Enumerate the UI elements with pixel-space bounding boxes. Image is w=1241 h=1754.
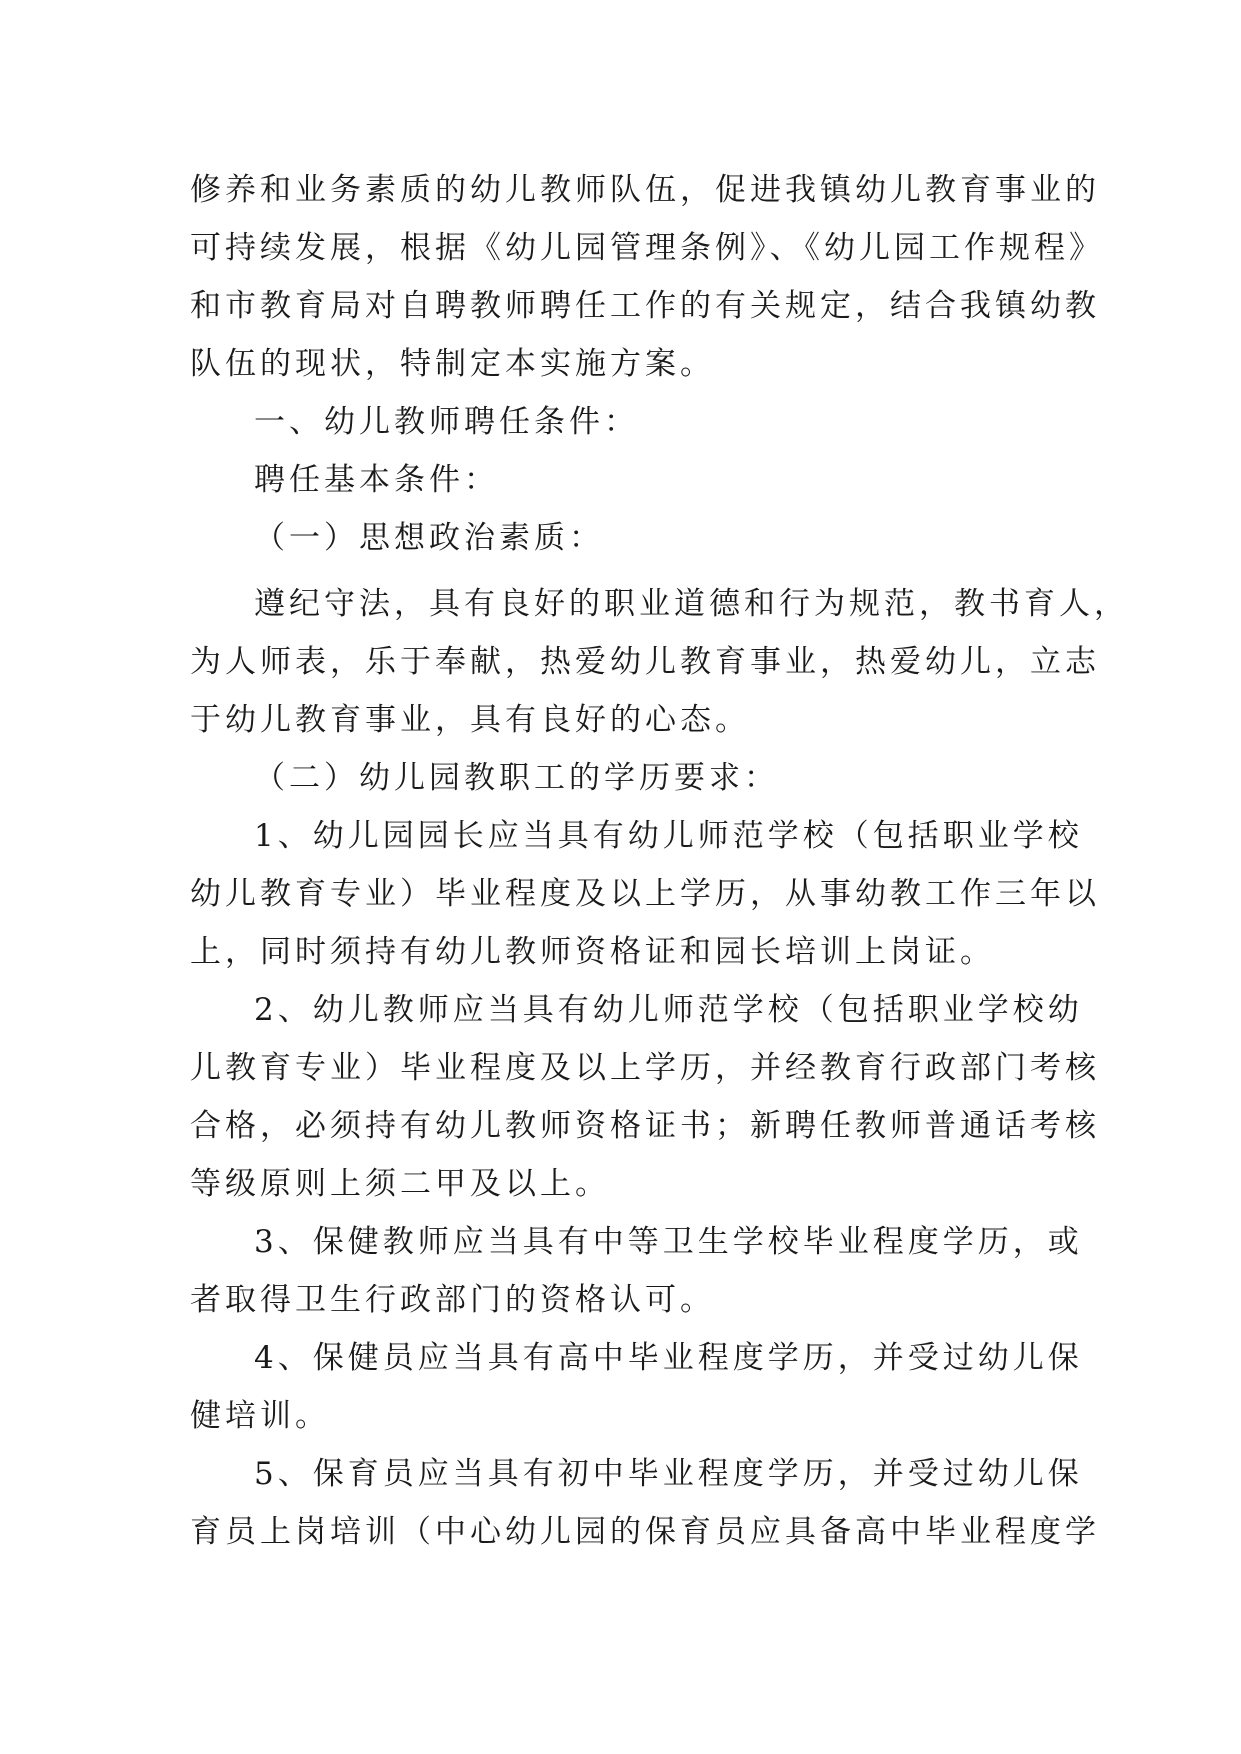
list-item-line: 者取得卫生行政部门的资格认可。 <box>190 1282 715 1318</box>
list-item-line: 3、保健教师应当具有中等卫生学校毕业程度学历，或 <box>254 1224 1083 1260</box>
list-item-line: 育员上岗培训（中心幼儿园的保育员应具备高中毕业程度学 <box>190 1514 1100 1550</box>
document-body <box>190 161 1129 1561</box>
list-item-line: 1、幼儿园园长应当具有幼儿师范学校（包括职业学校 <box>254 818 1083 854</box>
list-item-line: 合格，必须持有幼儿教师资格证书；新聘任教师普通话考核 <box>190 1108 1100 1144</box>
paragraph-line: 为人师表，乐于奉献，热爱幼儿教育事业，热爱幼儿，立志 <box>190 644 1100 680</box>
list-item-line: 上，同时须持有幼儿教师资格证和园长培训上岗证。 <box>190 934 995 970</box>
subsection-heading: （一）思想政治素质： <box>254 520 604 556</box>
list-item-line: 幼儿教育专业）毕业程度及以上学历，从事幼教工作三年以 <box>190 876 1100 912</box>
paragraph-line: 遵纪守法，具有良好的职业道德和行为规范，教书育人， <box>254 586 1129 622</box>
paragraph-line: 和市教育局对自聘教师聘任工作的有关规定，结合我镇幼教 <box>190 288 1100 324</box>
paragraph-line: 队伍的现状，特制定本实施方案。 <box>190 346 715 382</box>
paragraph-line: 可持续发展，根据《幼儿园管理条例》、《幼儿园工作规程》 <box>190 230 1104 266</box>
subsection-heading: 聘任基本条件： <box>254 462 499 498</box>
subsection-heading: （二）幼儿园教职工的学历要求： <box>254 760 779 796</box>
list-item-line: 5、保育员应当具有初中毕业程度学历，并受过幼儿保 <box>254 1456 1083 1492</box>
list-item-line: 等级原则上须二甲及以上。 <box>190 1166 610 1202</box>
paragraph-line: 修养和业务素质的幼儿教师队伍，促进我镇幼儿教育事业的 <box>190 172 1100 208</box>
list-item-line: 儿教育专业）毕业程度及以上学历，并经教育行政部门考核 <box>190 1050 1100 1086</box>
list-item-line: 4、保健员应当具有高中毕业程度学历，并受过幼儿保 <box>254 1340 1083 1376</box>
list-item-line: 2、幼儿教师应当具有幼儿师范学校（包括职业学校幼 <box>254 992 1083 1028</box>
list-item-line: 健培训。 <box>190 1398 330 1434</box>
section-heading: 一、幼儿教师聘任条件： <box>254 404 639 440</box>
paragraph-line: 于幼儿教育事业，具有良好的心态。 <box>190 702 750 738</box>
